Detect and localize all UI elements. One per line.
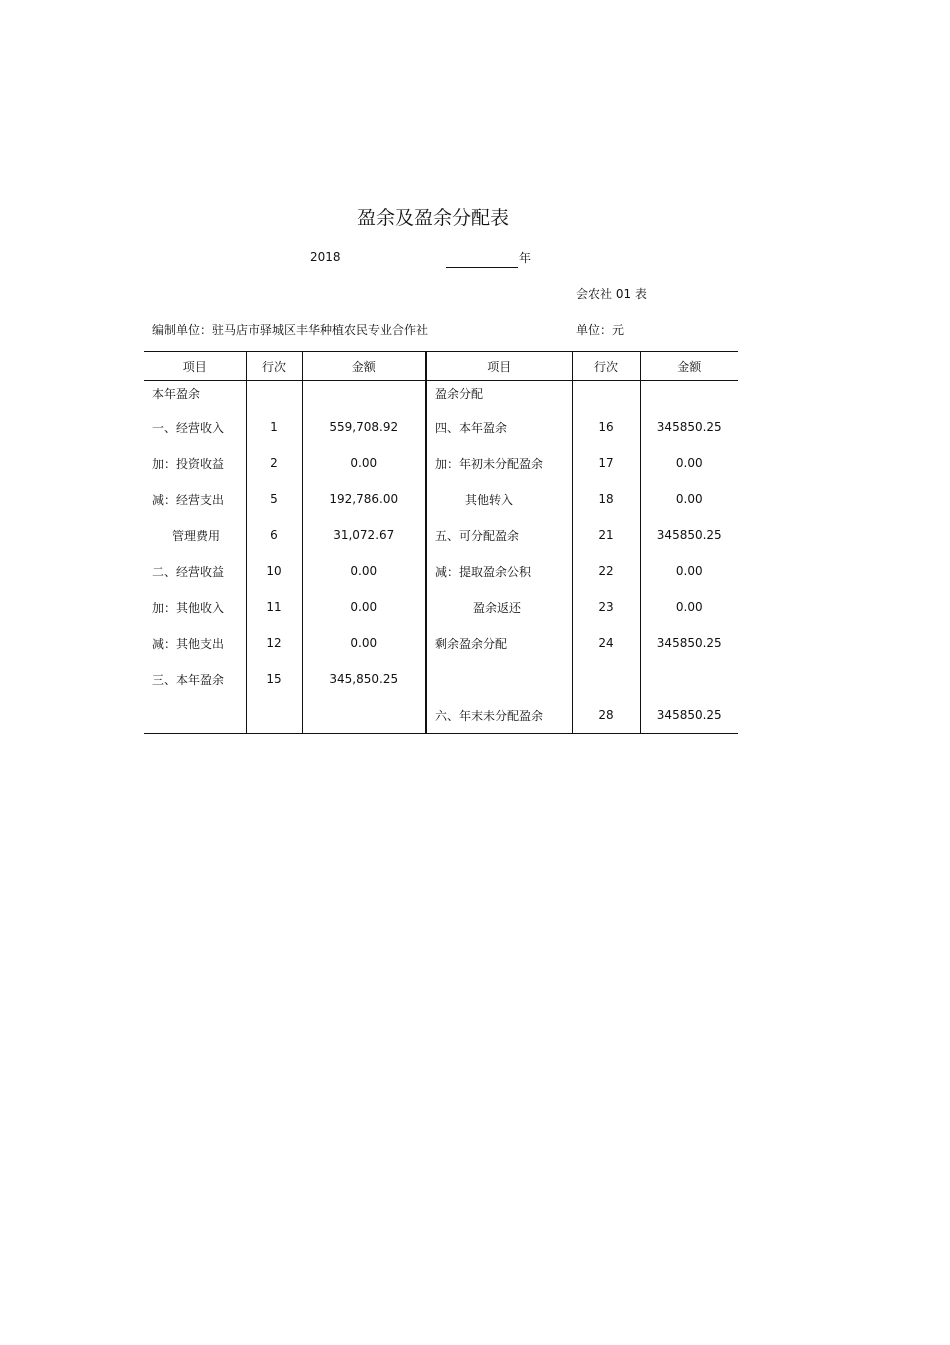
right-line-no: 16 bbox=[572, 409, 640, 445]
right-amount: 0.00 bbox=[640, 445, 738, 481]
right-line-no: 21 bbox=[572, 517, 640, 553]
year-underline bbox=[446, 267, 518, 268]
table-row bbox=[144, 517, 738, 553]
right-line-no: 23 bbox=[572, 589, 640, 625]
right-amount bbox=[640, 661, 738, 697]
table-row bbox=[144, 445, 738, 481]
header-left-amount: 金额 bbox=[302, 352, 426, 381]
header-left-item: 项目 bbox=[144, 352, 246, 381]
left-item: 加：其他收入 bbox=[152, 600, 225, 615]
currency-unit: 单位：元 bbox=[576, 323, 625, 337]
right-item: 盈余分配 bbox=[426, 381, 572, 410]
left-amount: 192,786.00 bbox=[302, 481, 426, 517]
left-item: 本年盈余 bbox=[152, 387, 201, 401]
table-row bbox=[144, 625, 738, 661]
left-line-no: 10 bbox=[246, 553, 302, 589]
table-row bbox=[144, 661, 738, 697]
right-amount: 345850.25 bbox=[640, 697, 738, 734]
left-item: 一、经营收入 bbox=[152, 420, 225, 435]
right-item: 盈余返还 bbox=[426, 589, 572, 625]
left-item: 减：其他支出 bbox=[152, 636, 225, 651]
table-row bbox=[144, 553, 738, 589]
surplus-distribution-table bbox=[144, 351, 738, 734]
left-line-no: 12 bbox=[246, 625, 302, 661]
left-item: 管理费用 bbox=[172, 528, 221, 543]
table-row bbox=[144, 381, 738, 410]
right-line-no: 17 bbox=[572, 445, 640, 481]
left-item: 三、本年盈余 bbox=[152, 672, 225, 687]
table-row bbox=[144, 697, 738, 734]
right-amount: 0.00 bbox=[640, 481, 738, 517]
organization-name: 编制单位：驻马店市驿城区丰华种植农民专业合作社 bbox=[152, 323, 429, 337]
right-item: 剩余盈余分配 bbox=[426, 625, 572, 661]
right-amount: 0.00 bbox=[640, 589, 738, 625]
form-code: 会农社 01 表 bbox=[576, 287, 647, 301]
page-title: 盈余及盈余分配表 bbox=[356, 207, 509, 229]
right-item: 减：提取盈余公积 bbox=[426, 553, 572, 589]
left-line-no: 11 bbox=[246, 589, 302, 625]
left-line-no: 6 bbox=[246, 517, 302, 553]
right-line-no: 18 bbox=[572, 481, 640, 517]
left-line-no bbox=[246, 697, 302, 734]
right-item: 五、可分配盈余 bbox=[426, 517, 572, 553]
header-right-item: 项目 bbox=[426, 352, 572, 381]
table-row bbox=[144, 589, 738, 625]
right-amount: 345850.25 bbox=[640, 517, 738, 553]
right-amount: 0.00 bbox=[640, 553, 738, 589]
left-amount: 559,708.92 bbox=[302, 409, 426, 445]
right-line-no: 28 bbox=[572, 697, 640, 734]
table-row bbox=[144, 481, 738, 517]
right-line-no: 22 bbox=[572, 553, 640, 589]
left-line-no: 2 bbox=[246, 445, 302, 481]
table-header-row bbox=[144, 352, 738, 381]
header-left-line: 行次 bbox=[246, 352, 302, 381]
right-item: 四、本年盈余 bbox=[426, 409, 572, 445]
right-amount: 345850.25 bbox=[640, 409, 738, 445]
left-amount: 0.00 bbox=[302, 589, 426, 625]
report-year: 2018 bbox=[310, 250, 341, 264]
left-item: 二、经营收益 bbox=[152, 564, 225, 579]
left-amount bbox=[302, 697, 426, 734]
left-item: 减：经营支出 bbox=[152, 492, 225, 507]
left-amount: 345,850.25 bbox=[302, 661, 426, 697]
left-item: 加：投资收益 bbox=[152, 456, 225, 471]
left-line-no: 1 bbox=[246, 409, 302, 445]
right-item: 其他转入 bbox=[426, 481, 572, 517]
left-line-no: 15 bbox=[246, 661, 302, 697]
left-amount: 0.00 bbox=[302, 445, 426, 481]
left-line-no bbox=[246, 381, 302, 410]
header-right-amount: 金额 bbox=[640, 352, 738, 381]
right-line-no bbox=[572, 381, 640, 410]
right-item: 加：年初未分配盈余 bbox=[426, 445, 572, 481]
left-item bbox=[144, 697, 246, 734]
left-amount: 0.00 bbox=[302, 553, 426, 589]
right-amount bbox=[640, 381, 738, 410]
right-amount: 345850.25 bbox=[640, 625, 738, 661]
year-suffix: 年 bbox=[519, 251, 532, 265]
right-line-no bbox=[572, 661, 640, 697]
left-amount bbox=[302, 381, 426, 410]
left-amount: 31,072.67 bbox=[302, 517, 426, 553]
right-item: 六、年末未分配盈余 bbox=[426, 697, 572, 734]
left-amount: 0.00 bbox=[302, 625, 426, 661]
table-row bbox=[144, 409, 738, 445]
left-line-no: 5 bbox=[246, 481, 302, 517]
right-line-no: 24 bbox=[572, 625, 640, 661]
header-right-line: 行次 bbox=[572, 352, 640, 381]
right-item bbox=[426, 661, 572, 697]
